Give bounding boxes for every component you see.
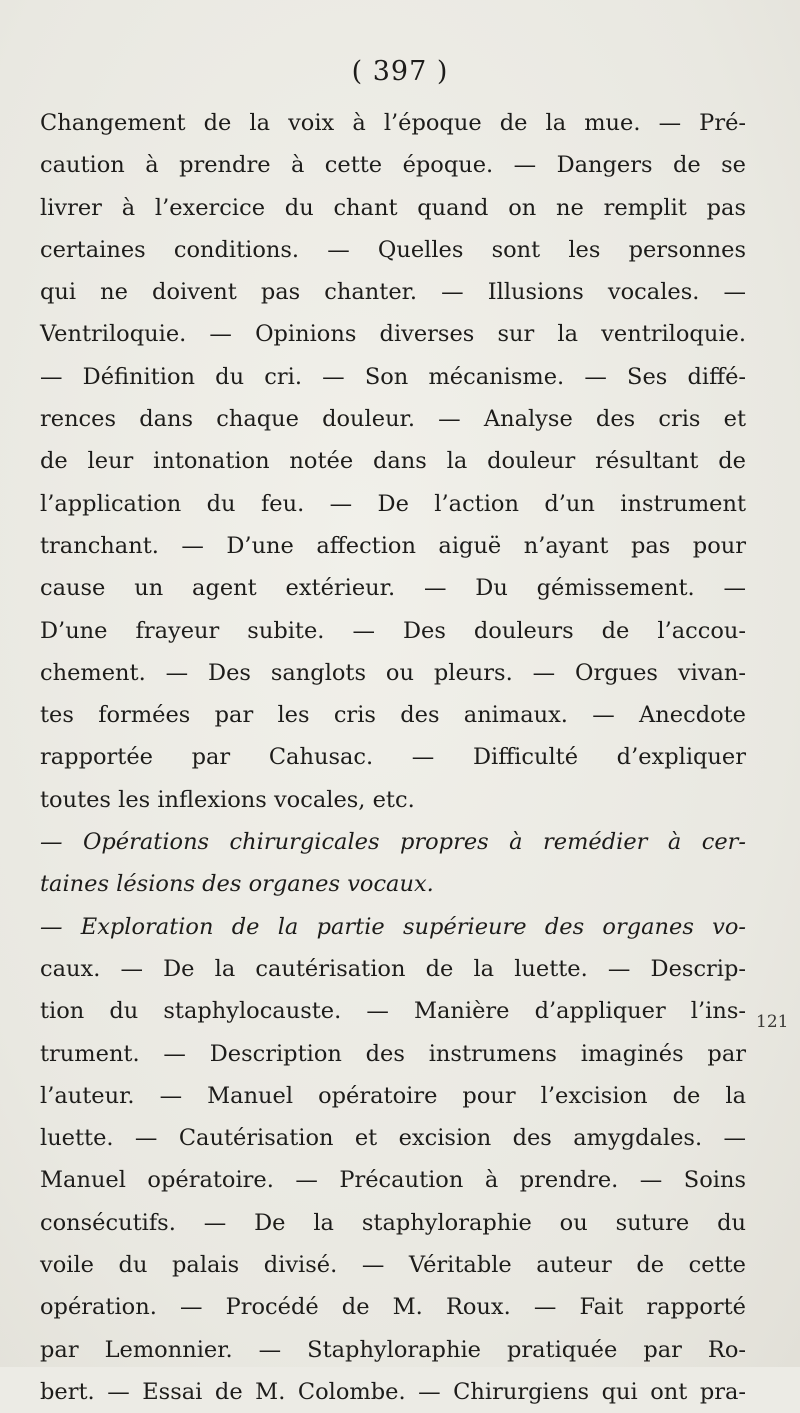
text-line: voile du palais divisé. — Véritable auteur de cette <box>40 1252 746 1279</box>
text-line: cause un agent extérieur. — Du gémissement. — <box>40 575 746 602</box>
text-line: tranchant. — D’une affection aiguë n’ayant pas pour <box>40 532 746 559</box>
text-line: — Opérations chirurgicales propres à remédier à cer- <box>40 829 746 856</box>
text-line: tes formées par les cris des animaux. — Anecdote <box>40 702 746 729</box>
text-line: par Lemonnier. — Staphyloraphie pratiquée par Ro- <box>40 1336 746 1363</box>
margin-annotation: 121 <box>756 1012 789 1032</box>
text-line: tion du staphylocauste. — Manière d’appliquer l’ins- <box>40 998 746 1025</box>
text-line: Ventriloquie. — Opinions diverses sur la ventriloquie. <box>40 321 746 348</box>
text-line: rences dans chaque douleur. — Analyse des cris et <box>40 406 746 433</box>
text-line: taines lésions des organes vocaux. <box>40 871 434 898</box>
text-line: luette. — Cautérisation et excision des amygdales. — <box>40 1125 746 1152</box>
text-line: opération. — Procédé de M. Roux. — Fait rapporté <box>40 1294 746 1321</box>
text-line: caution à prendre à cette époque. — Dangers de se <box>40 152 746 179</box>
text-line: rapportée par Cahusac. — Difficulté d’expliquer <box>40 744 746 771</box>
text-line: bert. — Essai de M. Colombe. — Chirurgiens qui ont pra- <box>40 1378 746 1405</box>
text-line: livrer à l’exercice du chant quand on ne remplit pas <box>40 194 746 221</box>
text-line: trument. — Description des instrumens imaginés par <box>40 1040 746 1067</box>
text-line: de leur intonation notée dans la douleur résultant de <box>40 448 746 475</box>
text-line: toutes les inflexions vocales, etc. <box>40 786 415 813</box>
text-line: certaines conditions. — Quelles sont les personnes <box>40 236 746 263</box>
text-line: D’une frayeur subite. — Des douleurs de l’accou- <box>40 617 746 644</box>
text-line: — Définition du cri. — Son mécanisme. — Ses diffé- <box>40 363 746 390</box>
text-line: l’application du feu. — De l’action d’un instrument <box>40 490 746 517</box>
text-line: caux. — De la cautérisation de la luette. — Descrip- <box>40 955 746 982</box>
text-line: — Exploration de la partie supérieure des organes vo- <box>40 913 746 940</box>
page-number: ( 397 ) <box>351 56 449 87</box>
text-line: l’auteur. — Manuel opératoire pour l’excision de la <box>40 1082 746 1109</box>
text-line: qui ne doivent pas chanter. — Illusions vocales. — <box>40 279 746 306</box>
text-line: consécutifs. — De la staphyloraphie ou suture du <box>40 1209 746 1236</box>
table-of-contents-text <box>40 102 746 1413</box>
text-line: Changement de la voix à l’époque de la mue. — Pré- <box>40 110 746 136</box>
text-line: Manuel opératoire. — Précaution à prendre. — Soins <box>40 1167 746 1194</box>
text-line: chement. — Des sanglots ou pleurs. — Orgues vivan- <box>40 659 746 686</box>
